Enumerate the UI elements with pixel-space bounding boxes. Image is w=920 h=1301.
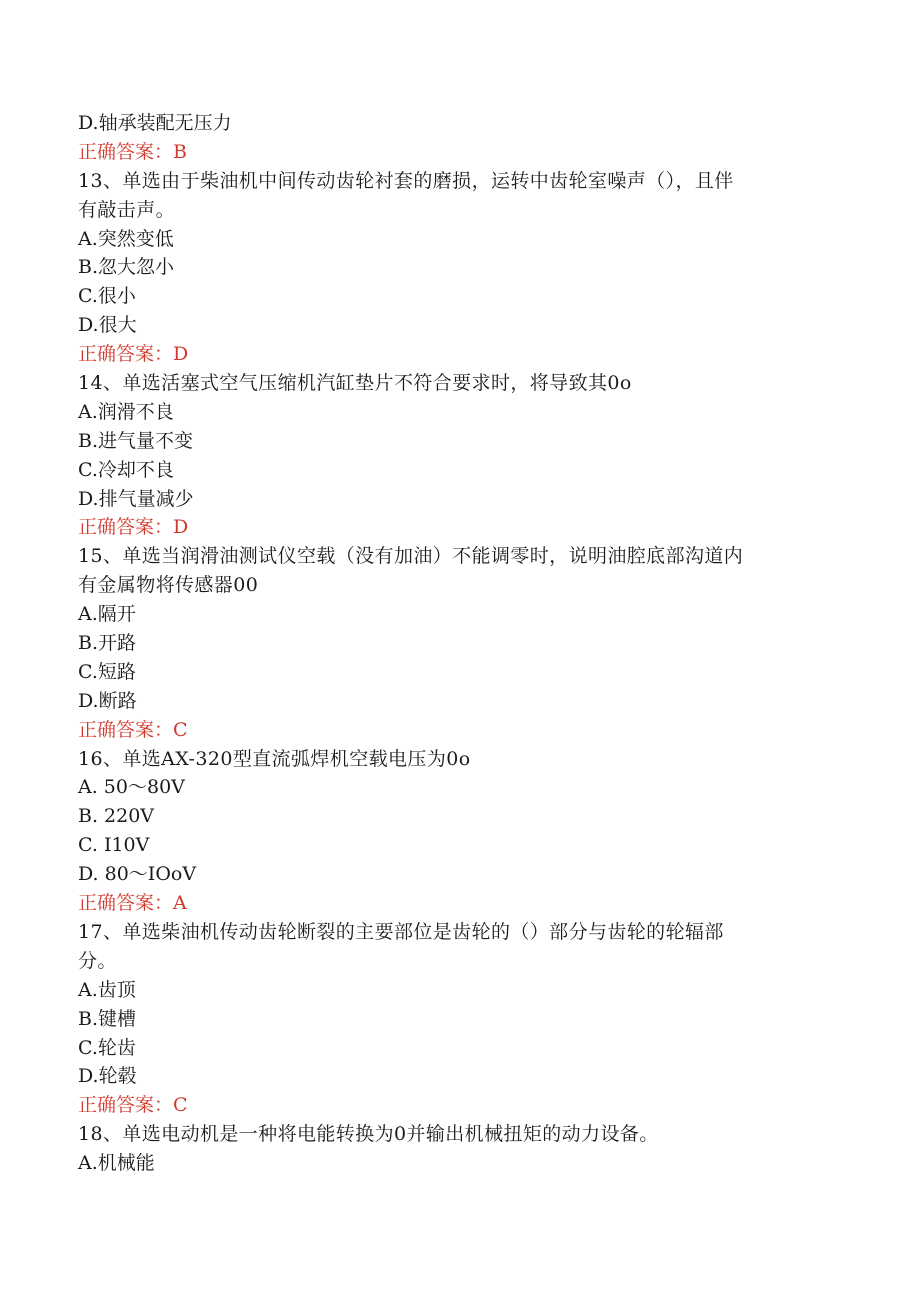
correct-answer-line [78, 138, 818, 167]
answer-option: B.忽大忽小 [78, 256, 175, 279]
answer-value: D [173, 516, 189, 539]
answer-value: C [173, 718, 188, 741]
question-text: 18、单选电动机是一种将电能转换为0并输出机械扭矩的动力设备。 [78, 1123, 659, 1146]
correct-answer-line [78, 340, 818, 369]
answer-option: D.断路 [78, 689, 137, 712]
answer-value: C [173, 1094, 188, 1117]
answer-label: 正确答案： [78, 516, 174, 539]
answer-value: D [173, 343, 189, 366]
question-text: 15、单选当润滑油测试仪空载（没有加油）不能调零时，说明油腔底部沟道内 [78, 545, 744, 568]
question-text: 有金属物将传感器00 [78, 574, 259, 597]
answer-option: A.突然变低 [78, 227, 174, 250]
answer-option: B.进气量不变 [78, 429, 194, 452]
answer-label: 正确答案： [78, 1094, 174, 1117]
correct-answer-line [78, 716, 818, 745]
answer-option: D.轴承装配无压力 [78, 112, 232, 134]
answer-label: 正确答案： [78, 892, 174, 915]
question-text: 16、单选AX-320型直流弧焊机空载电压为0o [78, 747, 471, 770]
question-text: 17、单选柴油机传动齿轮断裂的主要部位是齿轮的（）部分与齿轮的轮辐部 [78, 920, 724, 943]
answer-option: C.很小 [78, 285, 136, 308]
question-text: 分。 [78, 949, 117, 972]
answer-option: D.排气量减少 [78, 487, 194, 510]
answer-option: A. 50～80V [78, 776, 185, 799]
answer-option: A.隔开 [78, 603, 136, 626]
correct-answer-line [78, 889, 818, 918]
answer-option: D.很大 [78, 314, 137, 337]
document-body [78, 109, 818, 1178]
question-text: 有敲击声。 [78, 198, 176, 221]
answer-option: B.开路 [78, 632, 137, 655]
answer-option: B. 220V [78, 805, 155, 828]
question-text: 13、单选由于柴油机中间传动齿轮衬套的磨损，运转中齿轮室噪声（），且伴 [78, 169, 734, 192]
answer-value: B [173, 140, 187, 163]
answer-label: 正确答案： [78, 140, 174, 163]
answer-option: C.轮齿 [78, 1036, 136, 1059]
correct-answer-line [78, 513, 818, 542]
answer-option: C. I10V [78, 834, 150, 857]
question-text: 14、单选活塞式空气压缩机汽缸垫片不符合要求时，将导致其0o [78, 372, 632, 395]
correct-answer-line [78, 1091, 818, 1120]
answer-label: 正确答案： [78, 718, 174, 741]
answer-option: D.轮毂 [78, 1065, 137, 1088]
answer-option: A.润滑不良 [78, 400, 174, 423]
answer-option: C.冷却不良 [78, 458, 174, 481]
answer-option: C.短路 [78, 660, 136, 683]
answer-option: A.机械能 [78, 1152, 155, 1175]
answer-value: A [173, 892, 187, 915]
answer-option: A.齿顶 [78, 978, 136, 1001]
answer-option: B.键槽 [78, 1007, 137, 1030]
answer-label: 正确答案： [78, 343, 174, 366]
answer-option: D. 80～IOoV [78, 863, 197, 886]
